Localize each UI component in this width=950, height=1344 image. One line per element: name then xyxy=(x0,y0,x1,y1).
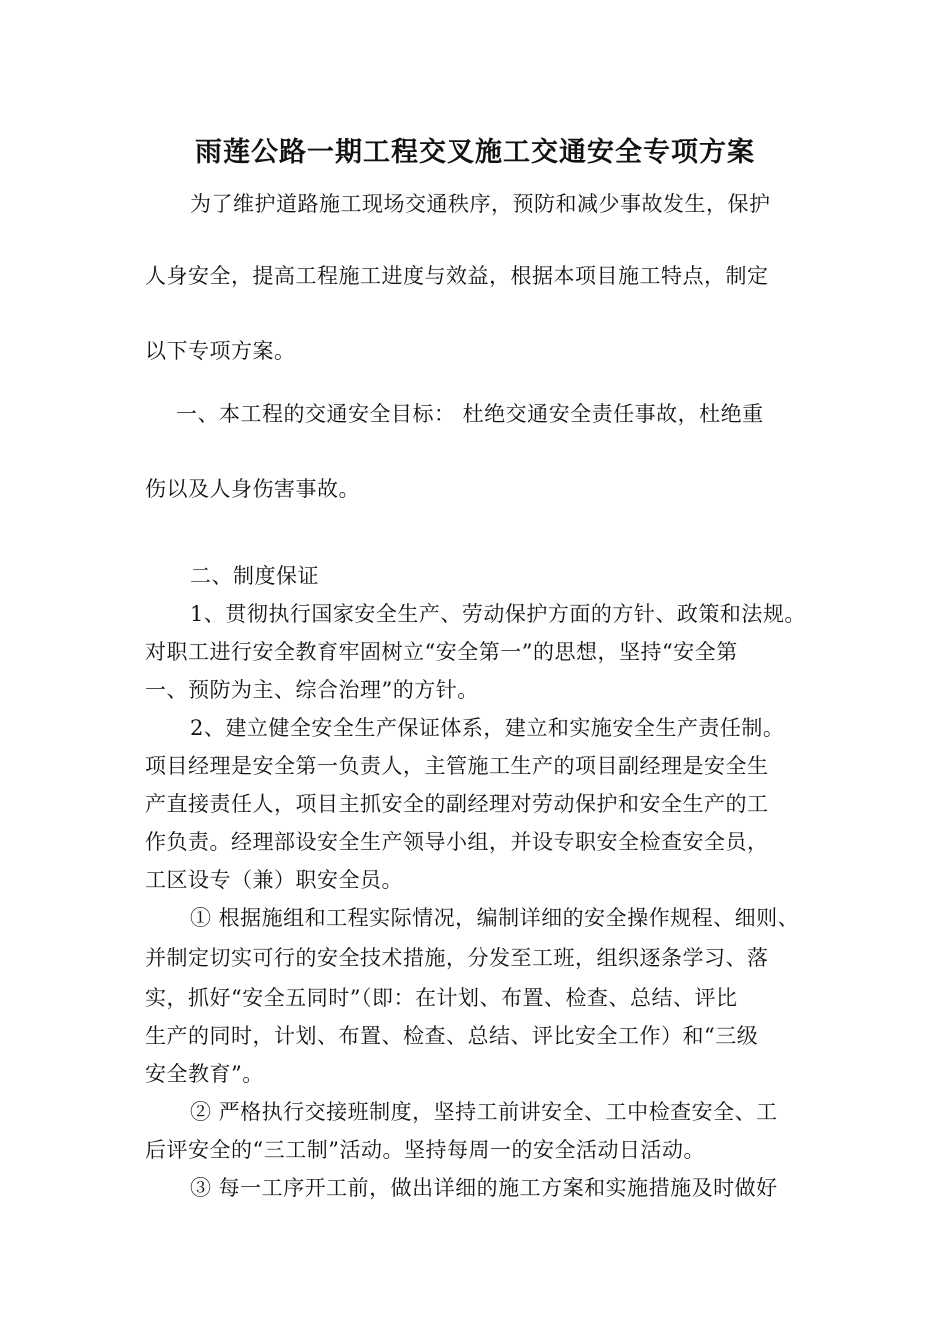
paragraph-line: ③ 每一工序开工前，做出详细的施工方案和实施措施及时做好 xyxy=(190,1176,778,1200)
paragraph-line: 人身安全，提高工程施工进度与效益，根据本项目施工特点，制定 xyxy=(145,264,769,288)
paragraph-line: 生产的同时，计划、布置、检查、总结、评比安全工作）和“三级 xyxy=(145,1024,759,1048)
paragraph-line: 伤以及人身伤害事故。 xyxy=(145,477,360,501)
paragraph-line: 对职工进行安全教育牢固树立“安全第一”的思想，坚持“安全第 xyxy=(145,640,738,664)
paragraph-line: 实，抓好“安全五同时”（即：在计划、布置、检查、总结、评比 xyxy=(145,986,738,1010)
paragraph-line: 为了维护道路施工现场交通秩序，预防和减少事故发生，保护 xyxy=(190,192,771,216)
paragraph-line: 产直接责任人，项目主抓安全的副经理对劳动保护和安全生产的工 xyxy=(145,792,769,816)
paragraph-line: 一、预防为主、综合治理”的方针。 xyxy=(145,678,479,702)
paragraph-line: 以下专项方案。 xyxy=(145,339,296,363)
paragraph-line: 后评安全的“三工制”活动。坚持每周一的安全活动日活动。 xyxy=(145,1138,705,1162)
paragraph-line: 工区设专（兼）职安全员。 xyxy=(145,868,403,892)
paragraph-line: 1、贯彻执行国家安全生产、劳动保护方面的方针、政策和法规。 xyxy=(190,602,806,626)
paragraph-line: 2、建立健全安全生产保证体系，建立和实施安全生产责任制。 xyxy=(190,716,785,740)
paragraph-line: ② 严格执行交接班制度，坚持工前讲安全、工中检查安全、工 xyxy=(190,1100,778,1124)
paragraph-line: 作负责。经理部设安全生产领导小组，并设专职安全检查安全员， xyxy=(145,830,769,854)
paragraph-line: 项目经理是安全第一负责人，主管施工生产的项目副经理是安全生 xyxy=(145,754,769,778)
document-title: 雨莲公路一期工程交叉施工交通安全专项方案 xyxy=(195,137,755,168)
paragraph-line: 一、本工程的交通安全目标： 杜绝交通安全责任事故，杜绝重 xyxy=(176,402,764,426)
paragraph-line: ① 根据施组和工程实际情况，编制详细的安全操作规程、细则、 xyxy=(190,906,800,930)
paragraph-line: 并制定切实可行的安全技术措施，分发至工班，组织逐条学习、落 xyxy=(145,946,769,970)
section-heading: 二、制度保证 xyxy=(190,564,319,588)
paragraph-line: 安全教育”。 xyxy=(145,1062,264,1086)
